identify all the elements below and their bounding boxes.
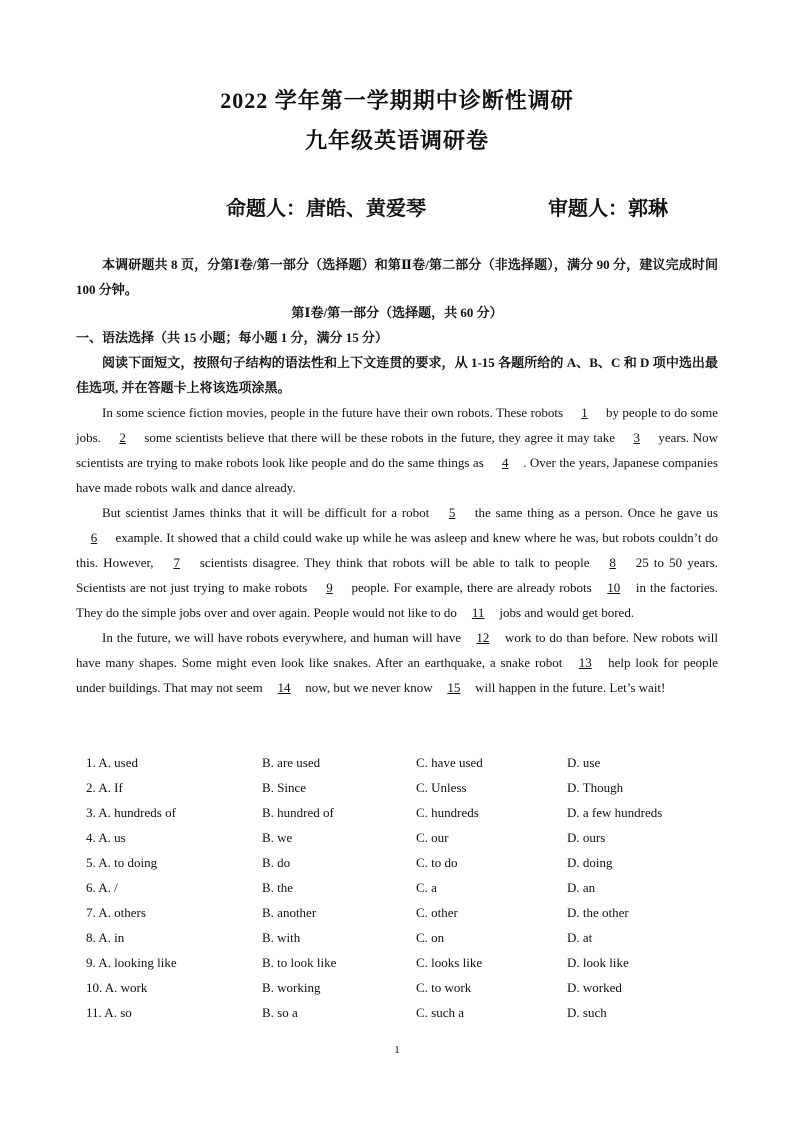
passage-paragraph-1 bbox=[76, 400, 718, 500]
option-d: D. Though bbox=[567, 780, 624, 795]
option-d: D. the other bbox=[567, 905, 629, 920]
option-d: D. a few hundreds bbox=[567, 805, 663, 820]
option-c: C. our bbox=[416, 830, 449, 845]
option-d: D. worked bbox=[567, 980, 622, 995]
option-b: B. so a bbox=[262, 1005, 298, 1020]
option-a: 5. A. to doing bbox=[86, 855, 158, 870]
option-a: 4. A. us bbox=[86, 830, 126, 845]
question-row bbox=[86, 875, 726, 900]
passage-text: 25 to 50 years. Scientists are not just trying to make robots bbox=[76, 555, 718, 595]
blank-5: 5 bbox=[448, 505, 456, 520]
reading-passage bbox=[76, 400, 718, 700]
question-row bbox=[86, 750, 726, 775]
option-a: 7. A. others bbox=[86, 905, 146, 920]
option-c: C. other bbox=[416, 905, 458, 920]
question-row bbox=[86, 975, 726, 1000]
option-d: D. such bbox=[567, 1005, 607, 1020]
option-c: C. a bbox=[416, 880, 437, 895]
option-d: D. ours bbox=[567, 830, 606, 845]
page-number: 1 bbox=[394, 1044, 400, 1056]
question-row bbox=[86, 775, 726, 800]
option-c: C. to work bbox=[416, 980, 472, 995]
passage-paragraph-2 bbox=[76, 500, 718, 625]
blank-10: 10 bbox=[607, 580, 621, 595]
blank-4: 4 bbox=[501, 455, 509, 470]
blank-6: 6 bbox=[90, 530, 98, 545]
option-a: 1. A. used bbox=[86, 755, 138, 770]
section-instructions: 阅读下面短文，按照句子结构的语法性和上下文连贯的要求，从 1-15 各题所给的 A、B、C 和 D 项中选出最佳选项, 并在答题卡上将该选项涂黑。 bbox=[76, 355, 718, 395]
blank-2: 2 bbox=[119, 430, 126, 445]
passage-text: some scientists believe that there will be these robots in the future, they agree it may take bbox=[140, 430, 619, 445]
question-row bbox=[86, 950, 726, 975]
question-row bbox=[86, 900, 726, 925]
author-label: 命题人：唐皓、黄爱琴 bbox=[226, 198, 426, 220]
option-b: B. we bbox=[262, 830, 293, 845]
passage-text: example. It showed that a child could wake up while he was asleep and knew where he was, but robots couldn’t do this. However, bbox=[76, 530, 718, 570]
option-b: B. to look like bbox=[262, 955, 337, 970]
passage-text: the same thing as a person. Once he gave us bbox=[470, 505, 718, 520]
blank-13: 13 bbox=[578, 655, 592, 670]
option-a: 3. A. hundreds of bbox=[86, 805, 176, 820]
section-title: 一、语法选择（共 15 小题；每小题 1 分，满分 15 分） bbox=[76, 330, 389, 345]
exam-intro: 本调研题共 8 页，分第Ⅰ卷/第一部分（选择题）和第Ⅱ卷/第二部分（非选择题），满分 90 分，建议完成时间 100 分钟。 bbox=[76, 257, 718, 297]
blank-3: 3 bbox=[633, 430, 640, 445]
passage-text: will happen in the future. Let’s wait! bbox=[471, 680, 666, 695]
exam-title: 2022 学年第一学期期中诊断性调研 bbox=[220, 88, 574, 113]
blank-15: 15 bbox=[447, 680, 461, 695]
passage-text: in the factories. They do the simple jobs over and over again. People would not like to do bbox=[76, 580, 718, 620]
option-a: 8. A. in bbox=[86, 930, 125, 945]
option-a: 10. A. work bbox=[86, 980, 148, 995]
option-b: B. the bbox=[262, 880, 294, 895]
option-a: 2. A. If bbox=[86, 780, 123, 795]
part-title: 第Ⅰ卷/第一部分（选择题，共 60 分） bbox=[291, 305, 503, 320]
blank-14: 14 bbox=[277, 680, 291, 695]
passage-text: work to do than before. New robots will have many shapes. Some might even look like snakes. After an earthquake, a snake robot bbox=[76, 630, 718, 670]
blank-1: 1 bbox=[581, 405, 588, 420]
passage-text: . Over the years, Japanese companies have made robots walk and dance already. bbox=[76, 455, 718, 495]
blank-7: 7 bbox=[173, 555, 180, 570]
option-d: D. an bbox=[567, 880, 596, 895]
passage-text: people. For example, there are already robots bbox=[347, 580, 596, 595]
option-d: D. doing bbox=[567, 855, 613, 870]
passage-text: now, but we never know bbox=[302, 680, 436, 695]
option-c: C. to do bbox=[416, 855, 458, 870]
passage-text: scientists disagree. They think that robots will be able to talk to people bbox=[194, 555, 595, 570]
answer-options bbox=[86, 750, 726, 1025]
option-a: 6. A. / bbox=[86, 880, 118, 895]
exam-subtitle: 九年级英语调研卷 bbox=[304, 128, 489, 153]
option-d: D. use bbox=[567, 755, 601, 770]
question-row bbox=[86, 925, 726, 950]
option-b: B. are used bbox=[262, 755, 321, 770]
option-b: B. hundred of bbox=[262, 805, 334, 820]
option-b: B. another bbox=[262, 905, 317, 920]
passage-text: In some science fiction movies, people in the future have their own robots. These robots bbox=[102, 405, 567, 420]
question-row bbox=[86, 800, 726, 825]
option-c: C. hundreds bbox=[416, 805, 479, 820]
option-a: 9. A. looking like bbox=[86, 955, 177, 970]
option-b: B. with bbox=[262, 930, 301, 945]
question-row bbox=[86, 1000, 726, 1025]
option-b: B. Since bbox=[262, 780, 307, 795]
option-b: B. working bbox=[262, 980, 321, 995]
reviewer-label: 审题人：郭琳 bbox=[548, 198, 668, 220]
passage-paragraph-3 bbox=[76, 625, 718, 700]
question-row bbox=[86, 850, 726, 875]
option-d: D. at bbox=[567, 930, 593, 945]
passage-text: help look for people under buildings. That may not seem bbox=[76, 655, 718, 695]
passage-text: jobs and would get bored. bbox=[496, 605, 635, 620]
question-row bbox=[86, 825, 726, 850]
passage-text: In the future, we will have robots everywhere, and human will have bbox=[102, 630, 465, 645]
option-c: C. Unless bbox=[416, 780, 467, 795]
option-c: C. on bbox=[416, 930, 445, 945]
blank-12: 12 bbox=[476, 630, 490, 645]
blank-8: 8 bbox=[609, 555, 616, 570]
blank-11: 11 bbox=[471, 605, 485, 620]
passage-text: But scientist James thinks that it will be difficult for a robot bbox=[102, 505, 435, 520]
option-a: 11. A. so bbox=[86, 1005, 132, 1020]
option-c: C. looks like bbox=[416, 955, 483, 970]
option-b: B. do bbox=[262, 855, 291, 870]
option-c: C. such a bbox=[416, 1005, 465, 1020]
passage-text: years. Now scientists are trying to make robots look like people and do the same things as bbox=[76, 430, 718, 470]
option-c: C. have used bbox=[416, 755, 483, 770]
blank-9: 9 bbox=[326, 580, 333, 595]
option-d: D. look like bbox=[567, 955, 629, 970]
passage-text: by people to do some jobs. bbox=[76, 405, 718, 445]
